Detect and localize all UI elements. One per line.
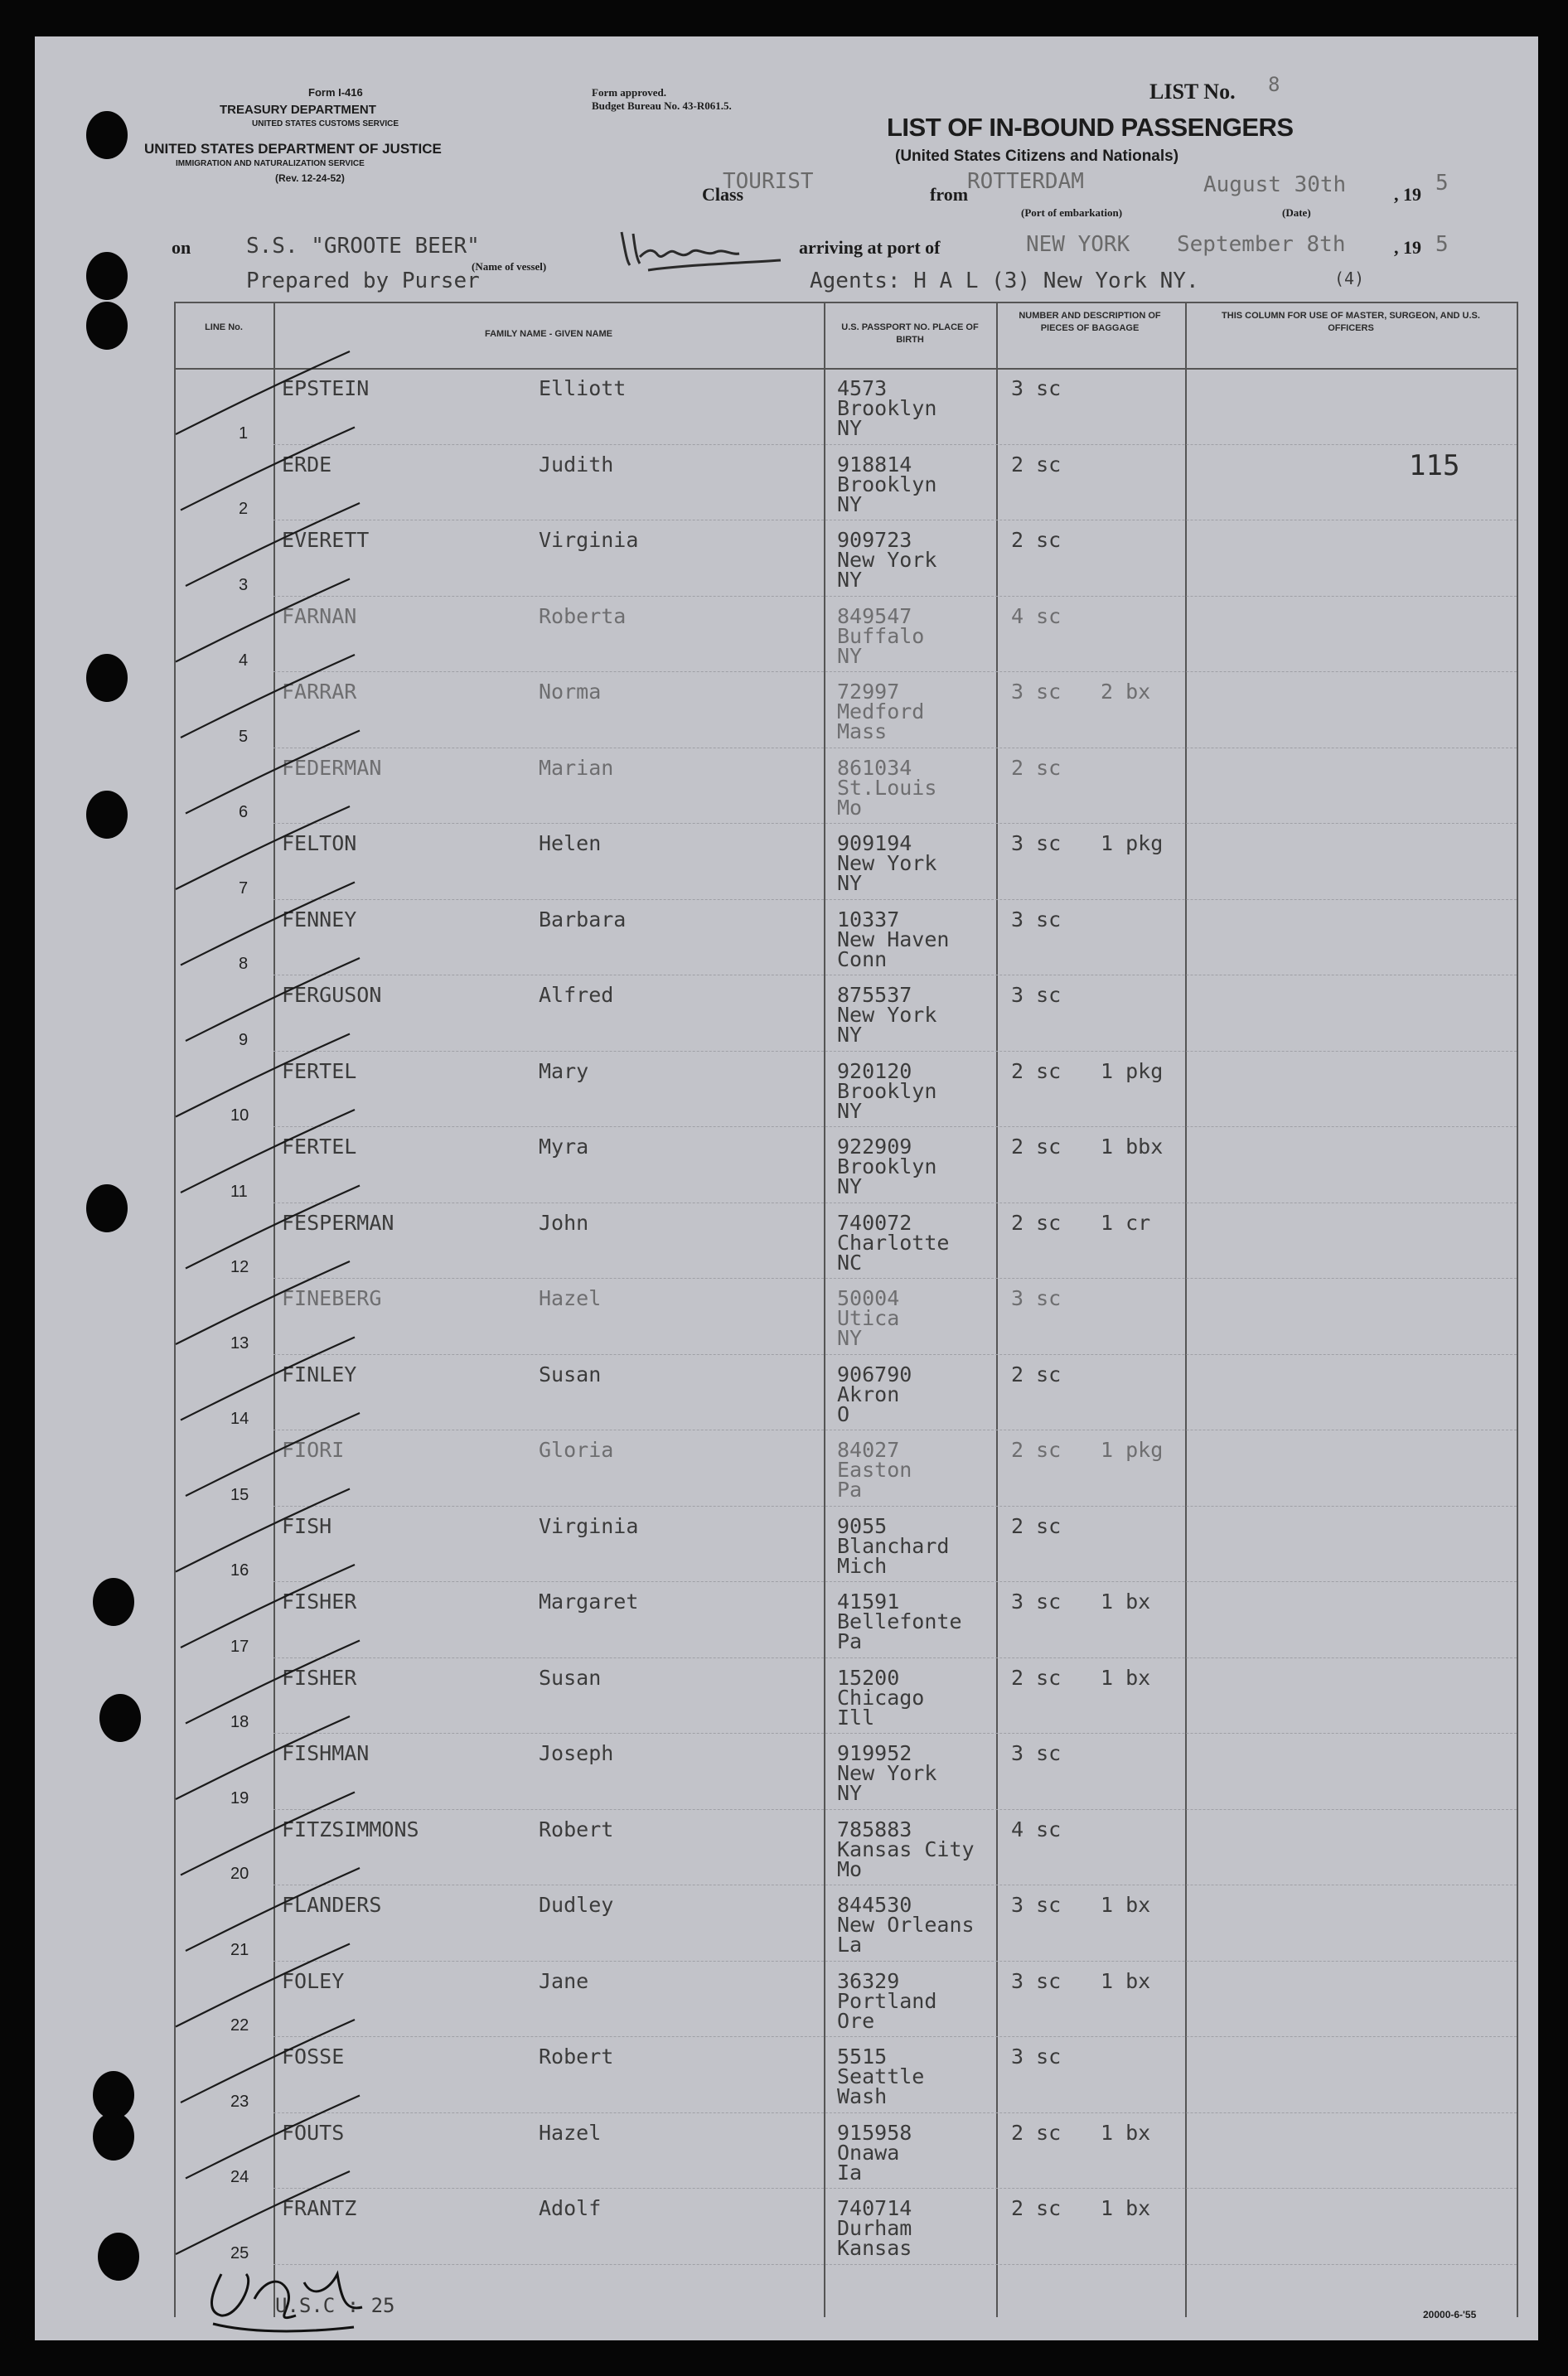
line-number: 23 bbox=[230, 2092, 249, 2111]
family-name: FENNEY bbox=[282, 907, 357, 932]
baggage-count: 3 sc bbox=[1011, 376, 1062, 400]
place-of-birth: Easton bbox=[837, 1458, 912, 1482]
place-of-birth-state: NY bbox=[837, 1326, 863, 1350]
tick-marks-overlay bbox=[35, 36, 1538, 2340]
place-of-birth-state: O bbox=[837, 1401, 850, 1426]
passport-number: 909723 bbox=[837, 528, 912, 552]
family-name: FARNAN bbox=[282, 603, 357, 628]
baggage-count: 3 sc bbox=[1011, 983, 1062, 1007]
place-of-birth: Brooklyn bbox=[837, 396, 937, 420]
baggage-count: 4 sc bbox=[1011, 1817, 1062, 1841]
place-of-birth: New York bbox=[837, 548, 937, 572]
baggage-count: 2 sc bbox=[1011, 1135, 1062, 1159]
passport-number: 918814 bbox=[837, 452, 912, 477]
family-name: FOUTS bbox=[282, 2120, 345, 2145]
given-name: Marian bbox=[539, 755, 614, 780]
baggage-extra: 1 pkg bbox=[1101, 1438, 1164, 1462]
baggage-count: 4 sc bbox=[1011, 603, 1062, 628]
tick-mark bbox=[186, 2096, 360, 2179]
given-name: Robert bbox=[539, 2045, 614, 2069]
tick-mark bbox=[181, 2020, 355, 2103]
family-name: FARRAR bbox=[282, 680, 357, 704]
form-approved: Form approved. bbox=[592, 86, 667, 99]
passport-number: 922909 bbox=[837, 1135, 912, 1159]
place-of-birth-state: NY bbox=[837, 416, 863, 440]
passport-number: 5515 bbox=[837, 2045, 888, 2069]
col-header-passport: U.S. PASSPORT NO. PLACE OF BIRTH bbox=[841, 322, 979, 345]
baggage-count: 2 sc bbox=[1011, 1513, 1062, 1538]
family-name: EPSTEIN bbox=[282, 376, 370, 400]
footer-total: U.S.C : 25 bbox=[275, 2294, 395, 2317]
place-of-birth-state: NY bbox=[837, 568, 863, 592]
family-name: FOLEY bbox=[282, 1968, 345, 1993]
line-number: 11 bbox=[230, 1182, 248, 1201]
tick-mark bbox=[176, 1034, 350, 1117]
line-number: 13 bbox=[230, 1333, 249, 1353]
line-number: 15 bbox=[230, 1485, 249, 1504]
given-name: Adolf bbox=[539, 2196, 602, 2220]
family-name: FISHMAN bbox=[282, 1741, 370, 1765]
place-of-birth-state: Ore bbox=[837, 2008, 875, 2033]
baggage-count: 3 sc bbox=[1011, 680, 1062, 704]
passport-number: 861034 bbox=[837, 755, 912, 780]
on-label: on bbox=[172, 237, 191, 258]
col-header-officers: THIS COLUMN FOR USE OF MASTER, SURGEON, AND U.S. OFFICERS bbox=[1222, 311, 1480, 333]
place-of-birth: Kansas City bbox=[837, 1836, 975, 1861]
given-name: Jane bbox=[539, 1968, 589, 1993]
baggage-count: 2 sc bbox=[1011, 1438, 1062, 1462]
from-value: ROTTERDAM bbox=[967, 169, 1084, 194]
place-of-birth: New Orleans bbox=[837, 1913, 975, 1937]
baggage-extra: 1 bx bbox=[1101, 1590, 1151, 1614]
class-value: TOURIST bbox=[723, 169, 814, 194]
place-of-birth: Charlotte bbox=[837, 1230, 950, 1255]
passport-number: 740714 bbox=[837, 2196, 912, 2220]
tick-mark bbox=[181, 1110, 355, 1193]
tick-mark bbox=[186, 1868, 360, 1951]
line-number: 25 bbox=[230, 2243, 249, 2262]
tick-mark bbox=[181, 1338, 355, 1420]
place-of-birth: St.Louis bbox=[837, 775, 937, 800]
passport-number: 50004 bbox=[837, 1286, 900, 1310]
tick-mark bbox=[176, 1489, 350, 1572]
passport-number: 785883 bbox=[837, 1817, 912, 1841]
page-subtitle: (United States Citizens and Nationals) bbox=[895, 148, 1179, 165]
baggage-count: 2 sc bbox=[1011, 1210, 1062, 1235]
baggage-count: 3 sc bbox=[1011, 907, 1062, 932]
baggage-extra: 1 bx bbox=[1101, 2196, 1151, 2220]
baggage-extra: 1 bx bbox=[1101, 2120, 1151, 2145]
line-number: 8 bbox=[239, 955, 249, 973]
given-name: Robert bbox=[539, 1817, 614, 1841]
family-name: EVERETT bbox=[282, 528, 370, 552]
family-name: FISH bbox=[282, 1513, 332, 1538]
passport-number: 875537 bbox=[837, 983, 912, 1007]
from-label: from bbox=[930, 184, 969, 205]
place-of-birth: Bellefonte bbox=[837, 1609, 962, 1633]
given-name: Helen bbox=[539, 831, 602, 855]
line-number: 10 bbox=[230, 1106, 249, 1125]
line-number: 4 bbox=[239, 651, 249, 670]
agents-note: (4) bbox=[1334, 269, 1365, 288]
baggage-extra: 1 bx bbox=[1101, 1893, 1151, 1917]
baggage-count: 3 sc bbox=[1011, 831, 1062, 855]
family-name: FISHER bbox=[282, 1590, 357, 1614]
line-number: 19 bbox=[230, 1788, 249, 1807]
given-name: Alfred bbox=[539, 983, 614, 1007]
given-name: John bbox=[539, 1210, 589, 1235]
list-number-label: LIST No. bbox=[1149, 80, 1236, 104]
line-number: 7 bbox=[239, 878, 249, 898]
family-name: FELTON bbox=[282, 831, 357, 855]
agents: Agents: H A L (3) New York NY. bbox=[810, 269, 1199, 293]
class-label: Class bbox=[702, 184, 744, 205]
date-caption: (Date) bbox=[1282, 206, 1311, 219]
form-number: Form I-416 bbox=[308, 86, 363, 99]
given-name: Margaret bbox=[539, 1590, 639, 1614]
place-of-birth-state: Pa bbox=[837, 1629, 863, 1653]
tick-mark bbox=[176, 1716, 350, 1799]
baggage-count: 3 sc bbox=[1011, 1741, 1062, 1765]
tick-mark bbox=[181, 883, 355, 965]
family-name: FERTEL bbox=[282, 1058, 357, 1083]
passport-number: 919952 bbox=[837, 1741, 912, 1765]
place-of-birth: Onawa bbox=[837, 2140, 900, 2165]
place-of-birth-state: Mass bbox=[837, 719, 888, 743]
col-header-baggage: NUMBER AND DESCRIPTION OF PIECES OF BAGGAGE bbox=[1019, 311, 1161, 333]
given-name: Elliott bbox=[539, 376, 627, 400]
given-name: Hazel bbox=[539, 1286, 602, 1310]
family-name: FERTEL bbox=[282, 1135, 357, 1159]
place-of-birth-state: Mo bbox=[837, 795, 863, 820]
place-of-birth-state: NC bbox=[837, 1250, 863, 1275]
list-number: 8 bbox=[1268, 73, 1280, 96]
baggage-extra: 1 cr bbox=[1101, 1210, 1151, 1235]
manifest-page bbox=[35, 36, 1538, 2340]
baggage-count: 2 sc bbox=[1011, 2196, 1062, 2220]
tick-mark bbox=[186, 1186, 360, 1269]
place-of-birth-state: Mo bbox=[837, 1856, 863, 1881]
line-number: 14 bbox=[230, 1410, 249, 1428]
family-name: FLANDERS bbox=[282, 1893, 382, 1917]
given-name: Hazel bbox=[539, 2120, 602, 2145]
line-number: 20 bbox=[230, 1865, 249, 1883]
place-of-birth-state: Pa bbox=[837, 1478, 863, 1502]
tick-mark bbox=[186, 958, 360, 1041]
tick-mark bbox=[176, 1261, 350, 1344]
tick-mark bbox=[181, 1565, 355, 1648]
place-of-birth-state: Ill bbox=[837, 1705, 875, 1730]
baggage-count: 2 sc bbox=[1011, 755, 1062, 780]
tick-mark bbox=[176, 1944, 350, 2027]
page-title: LIST OF IN-BOUND PASSENGERS bbox=[887, 113, 1294, 142]
passport-number: 10337 bbox=[837, 907, 900, 932]
given-name: Dudley bbox=[539, 1893, 614, 1917]
baggage-count: 2 sc bbox=[1011, 452, 1062, 477]
given-name: Virginia bbox=[539, 528, 639, 552]
baggage-count: 2 sc bbox=[1011, 1058, 1062, 1083]
given-name: Mary bbox=[539, 1058, 589, 1083]
passport-number: 844530 bbox=[837, 1893, 912, 1917]
passport-number: 740072 bbox=[837, 1210, 912, 1235]
family-name: FISHER bbox=[282, 1665, 357, 1690]
place-of-birth: Blanchard bbox=[837, 1533, 950, 1558]
passport-number: 84027 bbox=[837, 1438, 900, 1462]
place-of-birth: New York bbox=[837, 1003, 937, 1027]
arrival-port: NEW YORK bbox=[1026, 232, 1130, 257]
given-name: Roberta bbox=[539, 603, 627, 628]
baggage-count: 2 sc bbox=[1011, 1665, 1062, 1690]
tick-mark bbox=[186, 503, 360, 586]
passport-number: 915958 bbox=[837, 2120, 912, 2145]
family-name: FEDERMAN bbox=[282, 755, 382, 780]
tick-mark bbox=[181, 655, 355, 738]
passport-number: 36329 bbox=[837, 1968, 900, 1993]
port-embarkation-caption: (Port of embarkation) bbox=[1021, 206, 1123, 219]
line-number: 6 bbox=[239, 803, 249, 821]
baggage-count: 2 sc bbox=[1011, 1362, 1062, 1386]
arriving-label: arriving at port of bbox=[799, 237, 941, 258]
baggage-count: 3 sc bbox=[1011, 2045, 1062, 2069]
family-name: FRANTZ bbox=[282, 2196, 357, 2220]
tick-mark bbox=[181, 1793, 355, 1875]
line-number: 5 bbox=[239, 727, 249, 746]
place-of-birth-state: NY bbox=[837, 871, 863, 895]
dept-treasury-sub: UNITED STATES CUSTOMS SERVICE bbox=[252, 119, 399, 128]
given-name: Susan bbox=[539, 1665, 602, 1690]
place-of-birth-state: La bbox=[837, 1933, 863, 1957]
budget-bureau: Budget Bureau No. 43-R061.5. bbox=[592, 99, 732, 112]
given-name: Norma bbox=[539, 680, 602, 704]
family-name: FESPERMAN bbox=[282, 1210, 394, 1235]
place-of-birth: Brooklyn bbox=[837, 1154, 937, 1178]
passport-number: 906790 bbox=[837, 1362, 912, 1386]
place-of-birth: New Haven bbox=[837, 927, 950, 951]
given-name: Gloria bbox=[539, 1438, 614, 1462]
tick-mark bbox=[186, 1413, 360, 1496]
passport-number: 9055 bbox=[837, 1513, 888, 1538]
place-of-birth: Utica bbox=[837, 1306, 900, 1330]
tick-mark bbox=[176, 351, 350, 434]
place-of-birth-state: NY bbox=[837, 1174, 863, 1198]
given-name: Barbara bbox=[539, 907, 627, 932]
place-of-birth: Akron bbox=[837, 1382, 900, 1406]
passport-number: 920120 bbox=[837, 1058, 912, 1083]
baggage-extra: 2 bx bbox=[1101, 680, 1151, 704]
line-number: 18 bbox=[230, 1713, 249, 1731]
family-name: ERDE bbox=[282, 452, 332, 477]
page-stamp: 115 bbox=[1409, 449, 1460, 482]
line-number: 12 bbox=[230, 1258, 249, 1276]
line-number: 22 bbox=[230, 2016, 249, 2035]
place-of-birth-state: Ia bbox=[837, 2160, 863, 2185]
dept-treasury: TREASURY DEPARTMENT bbox=[220, 103, 376, 117]
place-of-birth: New York bbox=[837, 851, 937, 875]
family-name: FIORI bbox=[282, 1438, 345, 1462]
tick-mark bbox=[176, 806, 350, 889]
passport-number: 849547 bbox=[837, 603, 912, 628]
family-name: FOSSE bbox=[282, 2045, 345, 2069]
year-label-2: , 19 bbox=[1394, 237, 1421, 258]
place-of-birth-state: Conn bbox=[837, 946, 888, 971]
place-of-birth: Buffalo bbox=[837, 623, 925, 648]
baggage-count: 3 sc bbox=[1011, 1893, 1062, 1917]
baggage-count: 3 sc bbox=[1011, 1286, 1062, 1310]
family-name: FINLEY bbox=[282, 1362, 357, 1386]
vessel-name: S.S. "GROOTE BEER" bbox=[246, 234, 480, 259]
tick-mark bbox=[176, 2171, 350, 2254]
place-of-birth: Brooklyn bbox=[837, 1078, 937, 1103]
family-name: FERGUSON bbox=[282, 983, 382, 1007]
place-of-birth: Medford bbox=[837, 699, 925, 723]
place-of-birth: Brooklyn bbox=[837, 472, 937, 496]
family-name: FINEBERG bbox=[282, 1286, 382, 1310]
tick-mark bbox=[186, 731, 360, 814]
place-of-birth: Durham bbox=[837, 2216, 912, 2240]
family-name: FITZSIMMONS bbox=[282, 1817, 419, 1841]
place-of-birth: New York bbox=[837, 1761, 937, 1785]
col-header-name: FAMILY NAME - GIVEN NAME bbox=[484, 329, 613, 339]
dept-justice: UNITED STATES DEPARTMENT OF JUSTICE bbox=[144, 141, 442, 157]
baggage-extra: 1 bbx bbox=[1101, 1135, 1164, 1159]
year-value-2: 5 bbox=[1435, 232, 1449, 257]
passport-number: 4573 bbox=[837, 376, 888, 400]
passport-number: 41591 bbox=[837, 1590, 900, 1614]
line-number: 3 bbox=[239, 575, 249, 594]
departure-date: August 30th bbox=[1203, 172, 1347, 197]
col-header-line: LINE No. bbox=[205, 322, 243, 332]
place-of-birth: Chicago bbox=[837, 1685, 925, 1710]
dept-justice-sub: IMMIGRATION AND NATURALIZATION SERVICE bbox=[176, 159, 365, 168]
given-name: Susan bbox=[539, 1362, 602, 1386]
line-number: 24 bbox=[230, 2168, 249, 2186]
passport-number: 15200 bbox=[837, 1665, 900, 1690]
given-name: Myra bbox=[539, 1135, 589, 1159]
place-of-birth-state: NY bbox=[837, 1781, 863, 1805]
baggage-count: 3 sc bbox=[1011, 1968, 1062, 1993]
prepared-by: Prepared by Purser bbox=[246, 269, 480, 293]
baggage-count: 3 sc bbox=[1011, 1590, 1062, 1614]
place-of-birth-state: NY bbox=[837, 643, 863, 668]
form-revision: (Rev. 12-24-52) bbox=[275, 172, 345, 184]
baggage-extra: 1 bx bbox=[1101, 1968, 1151, 1993]
baggage-extra: 1 pkg bbox=[1101, 1058, 1164, 1083]
line-number: 17 bbox=[230, 1637, 249, 1656]
line-number: 2 bbox=[239, 500, 249, 518]
place-of-birth-state: Wash bbox=[837, 2084, 888, 2108]
place-of-birth-state: Kansas bbox=[837, 2236, 912, 2260]
place-of-birth-state: NY bbox=[837, 1023, 863, 1047]
place-of-birth-state: NY bbox=[837, 491, 863, 516]
given-name: Virginia bbox=[539, 1513, 639, 1538]
tick-mark bbox=[186, 1641, 360, 1724]
line-number: 21 bbox=[230, 1940, 249, 1959]
vessel-caption: (Name of vessel) bbox=[472, 260, 547, 273]
tick-mark bbox=[176, 579, 350, 662]
place-of-birth-state: Mich bbox=[837, 1553, 888, 1578]
baggage-extra: 1 bx bbox=[1101, 1665, 1151, 1690]
line-number: 1 bbox=[239, 423, 249, 443]
line-number: 16 bbox=[230, 1561, 249, 1580]
place-of-birth: Portland bbox=[837, 1988, 937, 2013]
given-name: Judith bbox=[539, 452, 614, 477]
given-name: Joseph bbox=[539, 1741, 614, 1765]
place-of-birth-state: NY bbox=[837, 1098, 863, 1123]
place-of-birth: Seattle bbox=[837, 2064, 925, 2088]
baggage-count: 2 sc bbox=[1011, 528, 1062, 552]
passport-number: 909194 bbox=[837, 831, 912, 855]
form-print-code: 20000-6-'55 bbox=[1423, 2309, 1477, 2320]
arrival-date: September 8th bbox=[1177, 232, 1346, 257]
line-number: 9 bbox=[239, 1030, 249, 1049]
year-value-1: 5 bbox=[1435, 171, 1449, 196]
year-label-1: , 19 bbox=[1394, 184, 1421, 205]
tick-mark bbox=[181, 428, 355, 511]
baggage-extra: 1 pkg bbox=[1101, 831, 1164, 855]
passport-number: 72997 bbox=[837, 680, 900, 704]
baggage-count: 2 sc bbox=[1011, 2120, 1062, 2145]
